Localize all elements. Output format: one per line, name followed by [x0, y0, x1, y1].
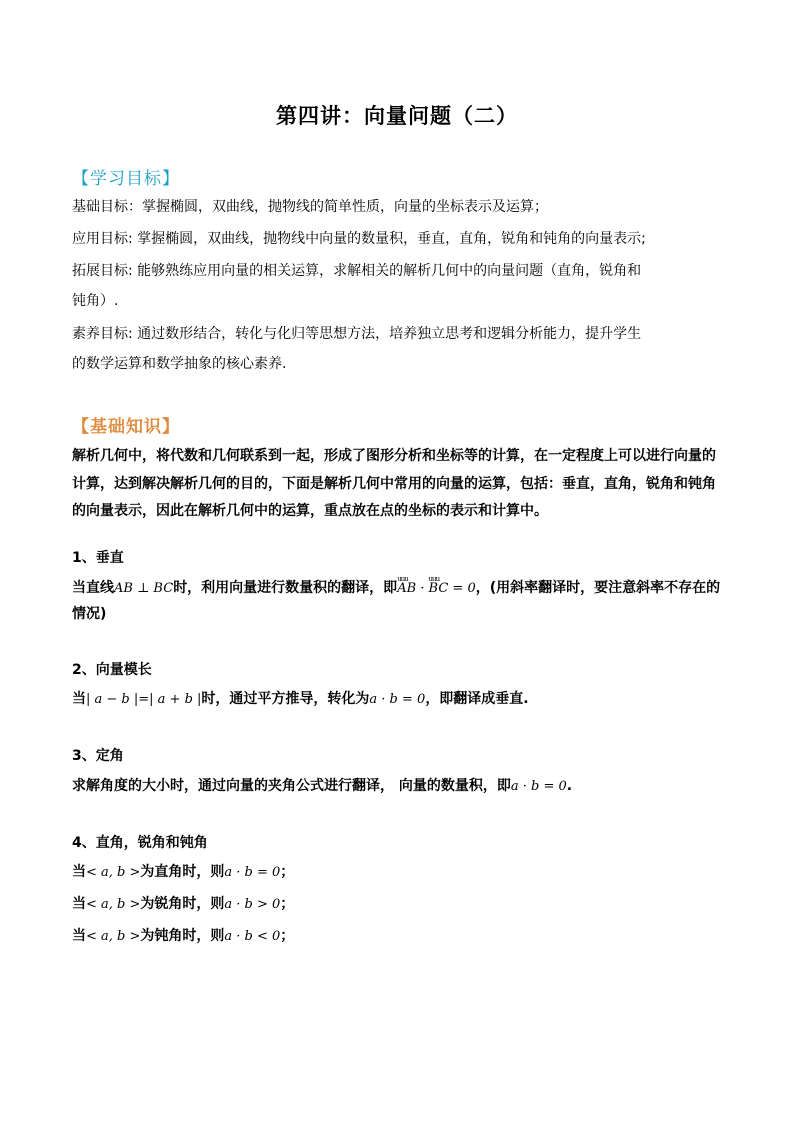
math-expr: < a, b > — [86, 929, 141, 944]
text-span: 当 — [72, 691, 86, 707]
goal-line: 基础目标：掌握椭圆，双曲线，抛物线的简单性质，向量的坐标表示及运算； — [72, 199, 548, 215]
fixed-angle-text — [72, 776, 572, 797]
text-span: 为直角时，则 — [140, 864, 225, 880]
goals-heading: 【学习目标】 — [72, 169, 180, 189]
math-expr: | a − b |=| a + b | — [86, 692, 202, 707]
page-title: 第四讲：向量问题（二） — [276, 104, 518, 128]
goal-line: 钝角）. — [72, 293, 119, 309]
math-expr: a · b = 0 — [224, 865, 281, 880]
goal-line: 的数学运算和数学抽象的核心素养. — [72, 356, 287, 372]
goal-line: 拓展目标: 能够熟练应用向量的相关运算，求解相关的解析几何中的向量问题（直角，锐角和 — [72, 263, 642, 279]
angle-row-right — [72, 862, 294, 883]
perpendicular-text — [72, 578, 720, 599]
text-span: ； — [280, 928, 295, 944]
text-span: 当直线 — [72, 580, 114, 596]
dot-op: · — [416, 581, 429, 596]
math-expr: a · b = 0 — [369, 692, 426, 707]
text-span: 当 — [72, 928, 86, 944]
section-heading-fixed-angle: 3、定角 — [72, 748, 124, 764]
text-span: 时，利用向量进行数量积的翻译，即 — [173, 580, 398, 596]
math-expr: AB ⊥ BC — [114, 581, 174, 596]
section-heading-perpendicular: 1、垂直 — [72, 550, 124, 566]
text-span: 为钝角时，则 — [140, 928, 225, 944]
text-span: ； — [280, 864, 295, 880]
intro-line: 计算，达到解决解析几何的目的，下面是解析几何中常用的向量的运算，包括：垂直，直角，锐角和钝角 — [72, 476, 716, 492]
angle-row-acute — [72, 894, 294, 915]
text-span: 时，通过平方推导，转化为 — [201, 691, 370, 707]
vector-bc: uuu BC — [429, 579, 449, 599]
math-expr: a · b < 0 — [224, 929, 281, 944]
equation: = 0 — [448, 581, 476, 596]
text-span: 为锐角时，则 — [140, 896, 225, 912]
goal-line: 素养目标: 通过数形结合，转化与化归等思想方法，培养独立思考和逻辑分析能力，提升学生 — [72, 326, 642, 342]
math-expr: a · b = 0 — [510, 779, 567, 794]
intro-line: 解析几何中，将代数和几何联系到一起，形成了图形分析和坐标等的计算，在一定程度上可以进行向量的 — [72, 448, 716, 464]
text-span: . — [566, 778, 573, 794]
magnitude-text — [72, 689, 529, 710]
basics-heading: 【基础知识】 — [72, 417, 180, 437]
math-expr: < a, b > — [86, 865, 141, 880]
vector-ab: uuu AB — [397, 579, 416, 599]
math-expr: < a, b > — [86, 897, 141, 912]
intro-line: 的向量表示，因此在解析几何中的运算，重点放在点的坐标的表示和计算中。 — [72, 503, 548, 519]
perpendicular-text-cont: 情况) — [72, 606, 107, 622]
math-expr: a · b > 0 — [224, 897, 281, 912]
section-heading-angles: 4、直角，锐角和钝角 — [72, 835, 208, 851]
text-span: ，(用斜率翻译时，要注意斜率不存在的 — [475, 580, 721, 596]
text-span: 当 — [72, 864, 86, 880]
angle-row-obtuse — [72, 926, 294, 947]
goal-line: 应用目标: 掌握椭圆，双曲线，抛物线中向量的数量积，垂直，直角，锐角和钝角的向量表示; — [72, 231, 646, 247]
section-heading-magnitude: 2、向量模长 — [72, 662, 152, 678]
text-span: ，即翻译成垂直. — [425, 691, 529, 707]
text-span: 当 — [72, 896, 86, 912]
text-span: 求解角度的大小时，通过向量的夹角公式进行翻译， 向量的数量积，即 — [72, 778, 511, 794]
text-span: ； — [280, 896, 295, 912]
